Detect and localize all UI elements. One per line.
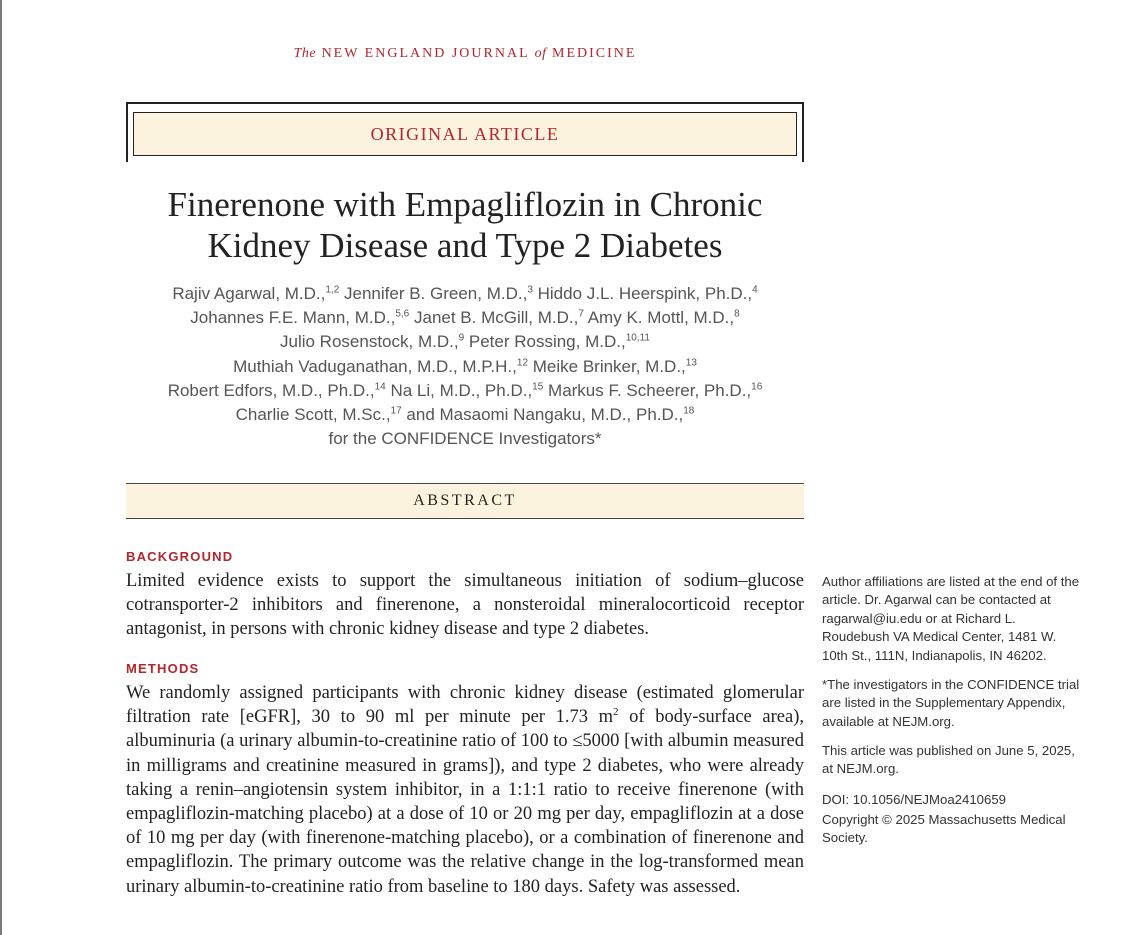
journal-of: of <box>534 46 547 61</box>
methods-heading: METHODS <box>126 661 200 676</box>
title-line-1: Finerenone with Empagliflozin in Chronic <box>167 185 763 224</box>
methods-text-b: of body-surface area), albuminuria (a urinary albumin-to-creatinine ratio of 100 to ≤5000 [with albumin measured in milligrams and creatinine measured in grams]), and type 2 diabetes, who were already taking a renin–angiotensin system inhibitor, in a 1:1:1 ratio to receive finerenone (with empagliflozin-matching placebo) at a dose of 10 or 20 mg per day, empagliflozin at a dose of 10 mg per day (with finerenone-matching placebo), or a combination of finerenone and empagliflozin. The primary outcome was the relative change in the log-transformed mean urinary albumin-to-creatinine ratio from baseline to 180 days. Safety was assessed. <box>126 707 804 897</box>
author: Jennifer B. Green, M.D., <box>344 284 528 303</box>
box-left-rule <box>126 102 128 162</box>
journal-the: The <box>293 46 317 61</box>
affiliation-sup: 8 <box>734 308 740 320</box>
author: Hiddo J.L. Heerspink, Ph.D., <box>537 284 753 303</box>
author: Johannes F.E. Mann, M.D., <box>190 308 396 328</box>
affiliations-note: Author affiliations are listed at the end of the article. Dr. Agarwal can be contacted at ragarwal@iu.edu or at Richard L. Roudebush VA Medical Center, 1481 W. 10th St., 111N, Indianapolis, IN 46202. <box>822 574 1080 663</box>
author-list <box>126 282 804 451</box>
affiliation-sup: 9 <box>458 332 465 344</box>
author: Amy K. Mottl, M.D., <box>587 308 735 328</box>
author: and Masaomi Nangaku, M.D., Ph.D., <box>406 405 684 425</box>
author: Muthiah Vaduganathan, M.D., M.P.H., <box>233 356 517 376</box>
affiliation-sup: 5,6 <box>395 308 410 320</box>
box-top-rule <box>126 102 804 104</box>
affiliation-sup: 13 <box>685 356 697 368</box>
author: Rajiv Agarwal, M.D., <box>172 284 326 303</box>
page-edge-rule <box>0 0 2 935</box>
affiliation-sup: 4 <box>752 284 758 296</box>
author: Charlie Scott, M.Sc., <box>235 405 391 425</box>
affiliation-sup: 14 <box>374 381 386 393</box>
doi: DOI: 10.1056/NEJMoa2410659 <box>822 792 1007 807</box>
affiliation-sup: 1,2 <box>325 284 340 296</box>
investigators-note: *The investigators in the CONFIDENCE trial are listed in the Supplementary Appendix, available at NEJM.org. <box>822 677 1080 729</box>
title-line-2: Kidney Disease and Type 2 Diabetes <box>207 226 723 265</box>
author: Meike Brinker, M.D., <box>532 356 686 376</box>
journal-name-part1: NEW ENGLAND JOURNAL <box>321 46 530 61</box>
journal-masthead <box>126 46 804 62</box>
methods-sup: 2 <box>613 706 619 719</box>
abstract-header: ABSTRACT <box>126 483 804 519</box>
affiliation-sup: 12 <box>516 356 529 368</box>
author: Robert Edfors, M.D., Ph.D., <box>167 380 375 400</box>
methods-text-a: We randomly assigned participants with chronic kidney disease (estimated glomerular filtration rate [eGFR], 30 to 90 ml per minute per 1.73 m <box>126 683 804 728</box>
journal-name-part2: MEDICINE <box>552 46 637 61</box>
author: Janet B. McGill, M.D., <box>413 308 579 328</box>
background-text: Limited evidence exists to support the simultaneous initiation of sodium–glucose cotransporter-2 inhibitors and finerenone, a nonsteroidal mineralocorticoid receptor antagonist, in persons with chronic kidney disease and type 2 diabetes. <box>126 571 804 640</box>
affiliation-sup: 7 <box>578 308 584 320</box>
copyright: Copyright © 2025 Massachusetts Medical Society. <box>822 812 1066 846</box>
article-title <box>126 184 804 266</box>
publication-note: This article was published on June 5, 2025, at NEJM.org. <box>822 743 1075 777</box>
article-type-box <box>126 102 804 162</box>
methods-text <box>126 681 804 899</box>
affiliation-sup: 3 <box>527 284 533 296</box>
author: Na Li, M.D., Ph.D., <box>390 380 533 400</box>
investigators-group: for the CONFIDENCE Investigators* <box>328 429 602 449</box>
box-right-rule <box>802 102 804 162</box>
author: Markus F. Scheerer, Ph.D., <box>548 380 752 400</box>
affiliation-sup: 16 <box>751 381 763 393</box>
background-heading: BACKGROUND <box>126 549 234 564</box>
affiliation-sup: 17 <box>390 405 402 417</box>
author: Julio Rosenstock, M.D., <box>280 332 459 352</box>
author: Peter Rossing, M.D., <box>468 332 626 352</box>
affiliation-sup: 10,11 <box>625 332 650 344</box>
article-type-label: ORIGINAL ARTICLE <box>133 112 797 156</box>
affiliation-sup: 15 <box>532 381 544 393</box>
affiliation-sup: 18 <box>683 405 695 417</box>
